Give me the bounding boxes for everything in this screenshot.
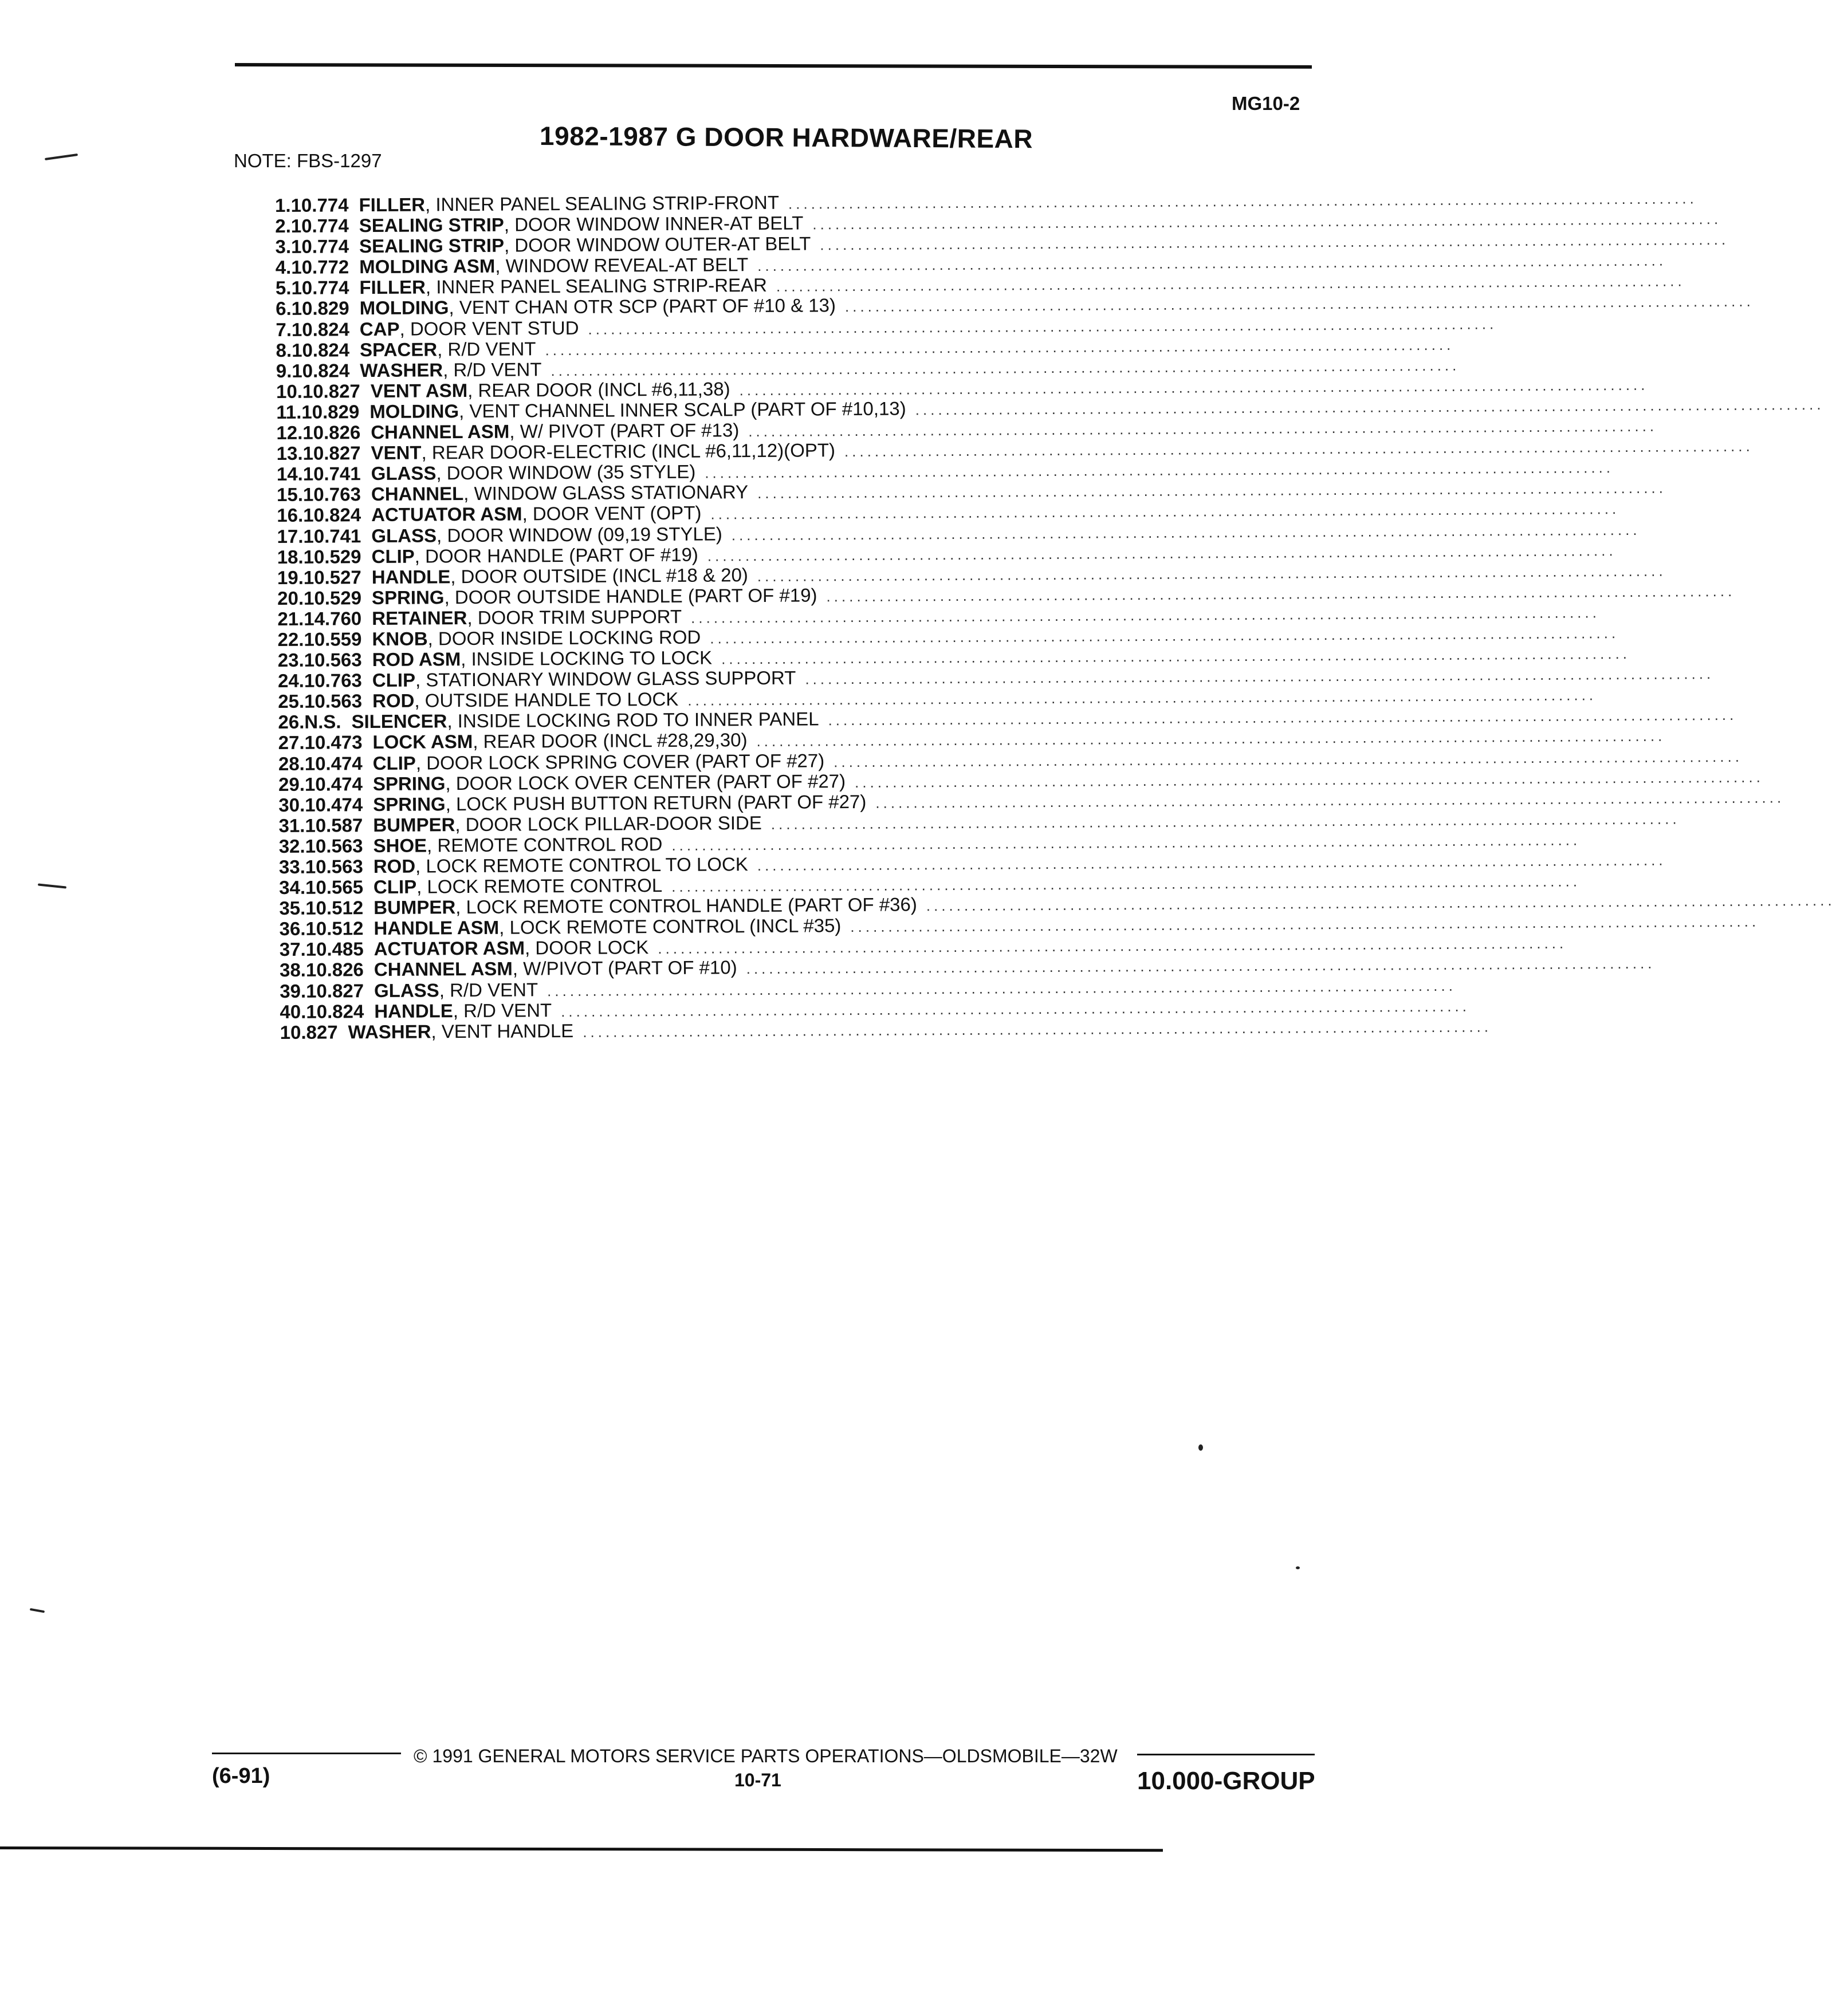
group-number: 10.826 xyxy=(305,959,364,981)
dot-leader: ........................................................................................................................ xyxy=(834,747,1743,770)
dot-leader: ........................................................................................................................ xyxy=(788,190,1697,212)
part-description: , DOOR OUTSIDE (INCL #18 & 20) xyxy=(450,564,748,587)
part-description: , DOOR WINDOW (09,19 STYLE) xyxy=(436,522,722,546)
top-rule xyxy=(235,63,1312,69)
part-name: HANDLE ASM xyxy=(374,916,500,939)
group-number: 10.527 xyxy=(303,566,361,588)
part-description: , DOOR LOCK OVER CENTER (PART OF #27) xyxy=(445,770,846,794)
group-number: 10.774 xyxy=(291,277,349,299)
part-name: CHANNEL xyxy=(371,483,464,505)
dot-leader: ........................................................................................................................ xyxy=(551,356,1460,379)
page-title: 1982-1987 G DOOR HARDWARE/REAR xyxy=(539,121,1033,154)
group-number: 10.563 xyxy=(304,649,362,671)
item-number: 15. xyxy=(276,484,304,506)
dot-leader: ........................................................................................................................ xyxy=(844,437,1754,460)
part-description: , VENT CHAN OTR SCP (PART OF #10 & 13) xyxy=(449,294,836,318)
part-description: , LOCK REMOTE CONTROL xyxy=(416,875,663,897)
part-description: , LOCK REMOTE CONTROL HANDLE (PART OF #36) xyxy=(455,893,917,918)
group-number: 10.563 xyxy=(304,690,363,712)
part-name: CLIP xyxy=(373,876,417,898)
item-number: 34. xyxy=(279,876,306,899)
part-description: , INNER PANEL SEALING STRIP-REAR xyxy=(425,274,767,298)
group-number: 10.774 xyxy=(290,235,349,258)
part-name: CLIP xyxy=(372,752,416,774)
dot-leader: ........................................................................................................................ xyxy=(721,645,1631,668)
part-description: , DOOR WINDOW (35 STYLE) xyxy=(436,460,696,484)
item-number: 28. xyxy=(278,753,305,774)
dot-leader: ........................................................................................................................ xyxy=(583,1018,1492,1041)
dot-leader: ........................................................................................................................ xyxy=(776,272,1685,296)
part-description: , DOOR VENT (OPT) xyxy=(522,502,702,525)
group-number: 10.774 xyxy=(290,194,349,216)
item-number: 33. xyxy=(278,856,305,877)
item-number: 5. xyxy=(275,277,292,299)
dot-leader: ........................................................................................................................ xyxy=(757,479,1667,502)
dot-leader: ........................................................................................................................ xyxy=(875,789,1785,812)
part-name: GLASS xyxy=(374,979,439,1001)
part-description: , OUTSIDE HANDLE TO LOCK xyxy=(414,688,679,711)
scan-speck xyxy=(1198,1444,1203,1451)
part-description: , INNER PANEL SEALING STRIP-FRONT xyxy=(424,191,780,215)
dot-leader: ........................................................................................................................ xyxy=(812,210,1722,233)
part-description: , R/D VENT xyxy=(453,999,552,1021)
group-number: 10.529 xyxy=(303,586,362,609)
dot-leader: ........................................................................................................................ xyxy=(739,376,1649,399)
part-name: WASHER xyxy=(348,1021,431,1043)
part-name: LOCK ASM xyxy=(372,731,473,753)
item-number: 36. xyxy=(279,918,306,940)
dot-leader: ........................................................................................................................ xyxy=(561,997,1471,1020)
group-number: N.S. xyxy=(304,711,341,733)
item-number: 40. xyxy=(280,1001,306,1022)
dot-leader: ........................................................................................................................ xyxy=(926,892,1835,915)
group-number: 14.760 xyxy=(304,607,362,629)
dot-leader: ........................................................................................................................ xyxy=(854,768,1764,791)
footer-date-code: (6-91) xyxy=(212,1764,270,1788)
part-name: SPRING xyxy=(372,772,446,794)
part-name: CLIP xyxy=(372,669,416,691)
margin-mark xyxy=(30,1608,45,1613)
part-description: , INSIDE LOCKING TO LOCK xyxy=(461,647,713,670)
part-name: RETAINER xyxy=(372,607,467,629)
dot-leader: ........................................................................................................................ xyxy=(915,395,1825,419)
part-name: VENT xyxy=(371,442,422,464)
group-number: 10.474 xyxy=(304,773,363,795)
item-number: 10. xyxy=(276,380,303,402)
group-number: 10.529 xyxy=(303,545,361,568)
item-number: 18. xyxy=(277,546,304,568)
dot-leader: ........................................................................................................................ xyxy=(710,500,1620,523)
group-number: 10.827 xyxy=(302,442,361,464)
part-name: CAP xyxy=(359,318,400,340)
dot-leader: ........................................................................................................................ xyxy=(748,417,1658,440)
part-description: , DOOR WINDOW INNER-AT BELT xyxy=(504,212,804,235)
dot-leader: ........................................................................................................................ xyxy=(826,582,1736,605)
bottom-rule xyxy=(0,1846,1163,1852)
group-number: 10.824 xyxy=(291,318,349,340)
item-number: 19. xyxy=(277,566,304,588)
part-description: , REAR DOOR (INCL #6,11,38) xyxy=(467,378,730,401)
group-number: 10.587 xyxy=(305,814,363,836)
dot-leader: ........................................................................................................................ xyxy=(691,604,1601,627)
part-name: WASHER xyxy=(360,359,443,381)
item-number: 23. xyxy=(277,649,304,671)
part-name: MOLDING xyxy=(369,400,459,422)
footer-group: 10.000-GROUP xyxy=(1137,1767,1315,1795)
part-description: , VENT CHANNEL INNER SCALP (PART OF #10,13) xyxy=(458,397,906,422)
part-description: , DOOR VENT STUD xyxy=(399,317,579,340)
group-number: 10.763 xyxy=(302,483,361,506)
item-number: 37. xyxy=(279,939,306,960)
item-number: 21. xyxy=(277,608,304,629)
item-number: 30. xyxy=(278,794,305,816)
part-description: , REAR DOOR (INCL #28,29,30) xyxy=(473,729,748,753)
item-number: 3. xyxy=(275,236,292,258)
part-name: MOLDING xyxy=(359,297,449,319)
footer-rule-left xyxy=(212,1753,401,1754)
dot-leader: ........................................................................................................................ xyxy=(756,727,1666,750)
part-name: GLASS xyxy=(371,462,437,485)
dot-leader: ........................................................................................................................ xyxy=(687,686,1597,709)
group-number: 10.559 xyxy=(304,628,362,650)
scan-speck xyxy=(1296,1566,1300,1569)
item-number: 14. xyxy=(276,463,303,485)
group-number: 10.824 xyxy=(306,1000,364,1022)
item-number: 11. xyxy=(276,401,302,423)
item-number: 22. xyxy=(277,628,304,650)
group-number: 10.826 xyxy=(302,422,361,443)
group-number: 10.763 xyxy=(304,670,362,691)
part-name: SPRING xyxy=(373,793,446,815)
part-name: SEALING STRIP xyxy=(359,234,505,257)
dot-leader: ........................................................................................................................ xyxy=(757,851,1666,875)
group-number: 10.563 xyxy=(305,856,363,877)
dot-leader: ........................................................................................................................ xyxy=(805,665,1715,688)
part-description: , STATIONARY WINDOW GLASS SUPPORT xyxy=(415,667,796,691)
dot-leader: ........................................................................................................................ xyxy=(828,706,1737,729)
dot-leader: ........................................................................................................................ xyxy=(547,976,1457,999)
item-number: 8. xyxy=(276,339,292,361)
part-description: , W/ PIVOT (PART OF #13) xyxy=(509,419,740,442)
group-number: 10.824 xyxy=(292,338,350,361)
group-number: 10.829 xyxy=(291,297,349,320)
dot-leader: ........................................................................................................................ xyxy=(707,541,1617,565)
group-number: 10.474 xyxy=(304,752,363,774)
dot-leader: ........................................................................................................................ xyxy=(844,293,1754,316)
group-number: 10.829 xyxy=(301,401,360,423)
dot-leader: ........................................................................................................................ xyxy=(770,810,1680,833)
part-name: SEALING STRIP xyxy=(359,214,504,237)
part-name: CHANNEL ASM xyxy=(371,420,510,443)
item-number: 12. xyxy=(276,422,303,444)
item-number: 29. xyxy=(278,773,305,795)
footer-page-number: 10-71 xyxy=(734,1770,781,1790)
part-description: , VENT HANDLE xyxy=(431,1019,574,1042)
part-name: FILLER xyxy=(359,194,426,216)
part-description: , DOOR LOCK SPRING COVER (PART OF #27) xyxy=(415,749,825,774)
part-name: ROD xyxy=(372,690,415,712)
page-code: MG10-2 xyxy=(1232,93,1300,114)
dot-leader: ........................................................................................................................ xyxy=(588,314,1497,338)
group-number: 10.565 xyxy=(305,876,364,898)
part-description: , DOOR LOCK PILLAR-DOOR SIDE xyxy=(455,812,762,835)
group-number: 10.563 xyxy=(305,835,363,857)
part-description: , DOOR HANDLE (PART OF #19) xyxy=(414,544,698,567)
part-name: MOLDING ASM xyxy=(359,255,496,278)
dot-leader: ........................................................................................................................ xyxy=(671,872,1581,896)
part-name: SPACER xyxy=(359,338,438,360)
parts-list xyxy=(275,189,1835,1043)
part-description: , LOCK PUSH BUTTON RETURN (PART OF #27) xyxy=(445,790,867,814)
item-number: 2. xyxy=(275,215,291,237)
part-description: , DOOR INSIDE LOCKING ROD xyxy=(427,626,701,649)
part-name: ACTUATOR ASM xyxy=(371,503,522,526)
dot-leader: ........................................................................................................................ xyxy=(757,251,1667,275)
item-number: 13. xyxy=(276,442,303,464)
group-number: 10.827 xyxy=(306,979,364,1002)
item-number: 6. xyxy=(276,298,292,320)
part-description: , R/D VENT xyxy=(443,358,542,381)
part-name: SHOE xyxy=(373,834,427,856)
dot-leader: ........................................................................................................................ xyxy=(705,459,1614,482)
part-name: FILLER xyxy=(359,276,426,298)
part-name: SILENCER xyxy=(351,710,447,733)
part-name: ROD xyxy=(373,855,416,877)
part-name: HANDLE xyxy=(371,565,451,588)
part-description: , WINDOW GLASS STATIONARY xyxy=(463,481,749,505)
dot-leader: ........................................................................................................................ xyxy=(710,624,1619,647)
dot-leader: ........................................................................................................................ xyxy=(731,521,1641,544)
item-number: 17. xyxy=(277,525,304,547)
group-number: 10.772 xyxy=(291,256,349,278)
group-number: 10.827 xyxy=(302,380,360,402)
dot-leader: ........................................................................................................................ xyxy=(820,231,1729,254)
item-number: 16. xyxy=(277,505,304,526)
part-description: , LOCK REMOTE CONTROL TO LOCK xyxy=(415,853,748,877)
part-name: SPRING xyxy=(371,586,445,608)
dot-leader: ........................................................................................................................ xyxy=(671,831,1581,854)
part-description: , WINDOW REVEAL-AT BELT xyxy=(495,254,749,277)
dot-leader: ........................................................................................................................ xyxy=(746,955,1656,978)
part-name: KNOB xyxy=(372,628,428,649)
item-number: 35. xyxy=(279,897,306,919)
part-description: , R/D VENT xyxy=(439,978,538,1001)
part-name: GLASS xyxy=(371,524,437,546)
item-number: 7. xyxy=(276,318,292,340)
note: NOTE: FBS-1297 xyxy=(234,150,382,171)
part-description: , REMOTE CONTROL ROD xyxy=(426,833,663,856)
item-number: 25. xyxy=(278,690,305,712)
item-number: 31. xyxy=(278,814,305,836)
group-number: 10.824 xyxy=(292,359,350,381)
item-number: 39. xyxy=(280,980,306,1002)
part-description: , DOOR LOCK xyxy=(524,936,649,959)
group-number: 10.741 xyxy=(303,525,361,547)
item-number: 26. xyxy=(278,711,305,733)
group-number: 10.774 xyxy=(290,215,349,237)
part-description: , DOOR OUTSIDE HANDLE (PART OF #19) xyxy=(444,584,817,608)
item-number: 27. xyxy=(278,732,305,754)
part-description: , W/PIVOT (PART OF #10) xyxy=(512,956,737,980)
part-description: , DOOR WINDOW OUTER-AT BELT xyxy=(504,233,811,256)
part-description: , INSIDE LOCKING ROD TO INNER PANEL xyxy=(447,708,819,732)
item-number: 32. xyxy=(278,835,305,857)
part-name: VENT ASM xyxy=(370,379,468,401)
group-number: 10.512 xyxy=(305,918,364,939)
item-number: 4. xyxy=(275,257,292,278)
footer-rule-right xyxy=(1137,1754,1315,1755)
dot-leader: ........................................................................................................................ xyxy=(658,935,1567,958)
group-number: 10.485 xyxy=(305,938,364,960)
margin-mark xyxy=(38,883,66,888)
part-name: BUMPER xyxy=(373,813,455,836)
part-name: ROD ASM xyxy=(372,648,461,671)
item-number: 38. xyxy=(279,959,306,981)
part-name: CHANNEL ASM xyxy=(374,958,513,981)
item-number: 20. xyxy=(277,587,304,609)
group-number: 10.827 xyxy=(280,1021,338,1043)
group-number: 10.474 xyxy=(305,793,363,816)
part-name: HANDLE xyxy=(374,999,453,1022)
part-name: ACTUATOR ASM xyxy=(374,937,525,960)
part-description: , DOOR TRIM SUPPORT xyxy=(467,605,682,628)
footer-copyright: © 1991 GENERAL MOTORS SERVICE PARTS OPERATIONS—OLDSMOBILE—32W xyxy=(414,1746,1118,1766)
item-number: 24. xyxy=(277,670,305,692)
part-name: BUMPER xyxy=(374,896,456,919)
part-description: , REAR DOOR-ELECTRIC (INCL #6,11,12)(OPT) xyxy=(421,439,836,463)
group-number: 10.473 xyxy=(304,731,363,754)
part-description: , R/D VENT xyxy=(437,337,536,360)
dot-leader: ........................................................................................................................ xyxy=(850,912,1760,936)
group-number: 10.824 xyxy=(303,504,361,526)
part-description: , LOCK REMOTE CONTROL (INCL #35) xyxy=(499,915,842,938)
item-number: 9. xyxy=(276,360,292,381)
group-number: 10.741 xyxy=(302,463,361,485)
margin-mark xyxy=(45,153,78,160)
dot-leader: ........................................................................................................................ xyxy=(757,562,1666,585)
dot-leader: ........................................................................................................................ xyxy=(545,336,1454,359)
group-number: 10.512 xyxy=(305,897,364,919)
item-number: 1. xyxy=(275,194,291,216)
part-name: CLIP xyxy=(371,545,415,567)
